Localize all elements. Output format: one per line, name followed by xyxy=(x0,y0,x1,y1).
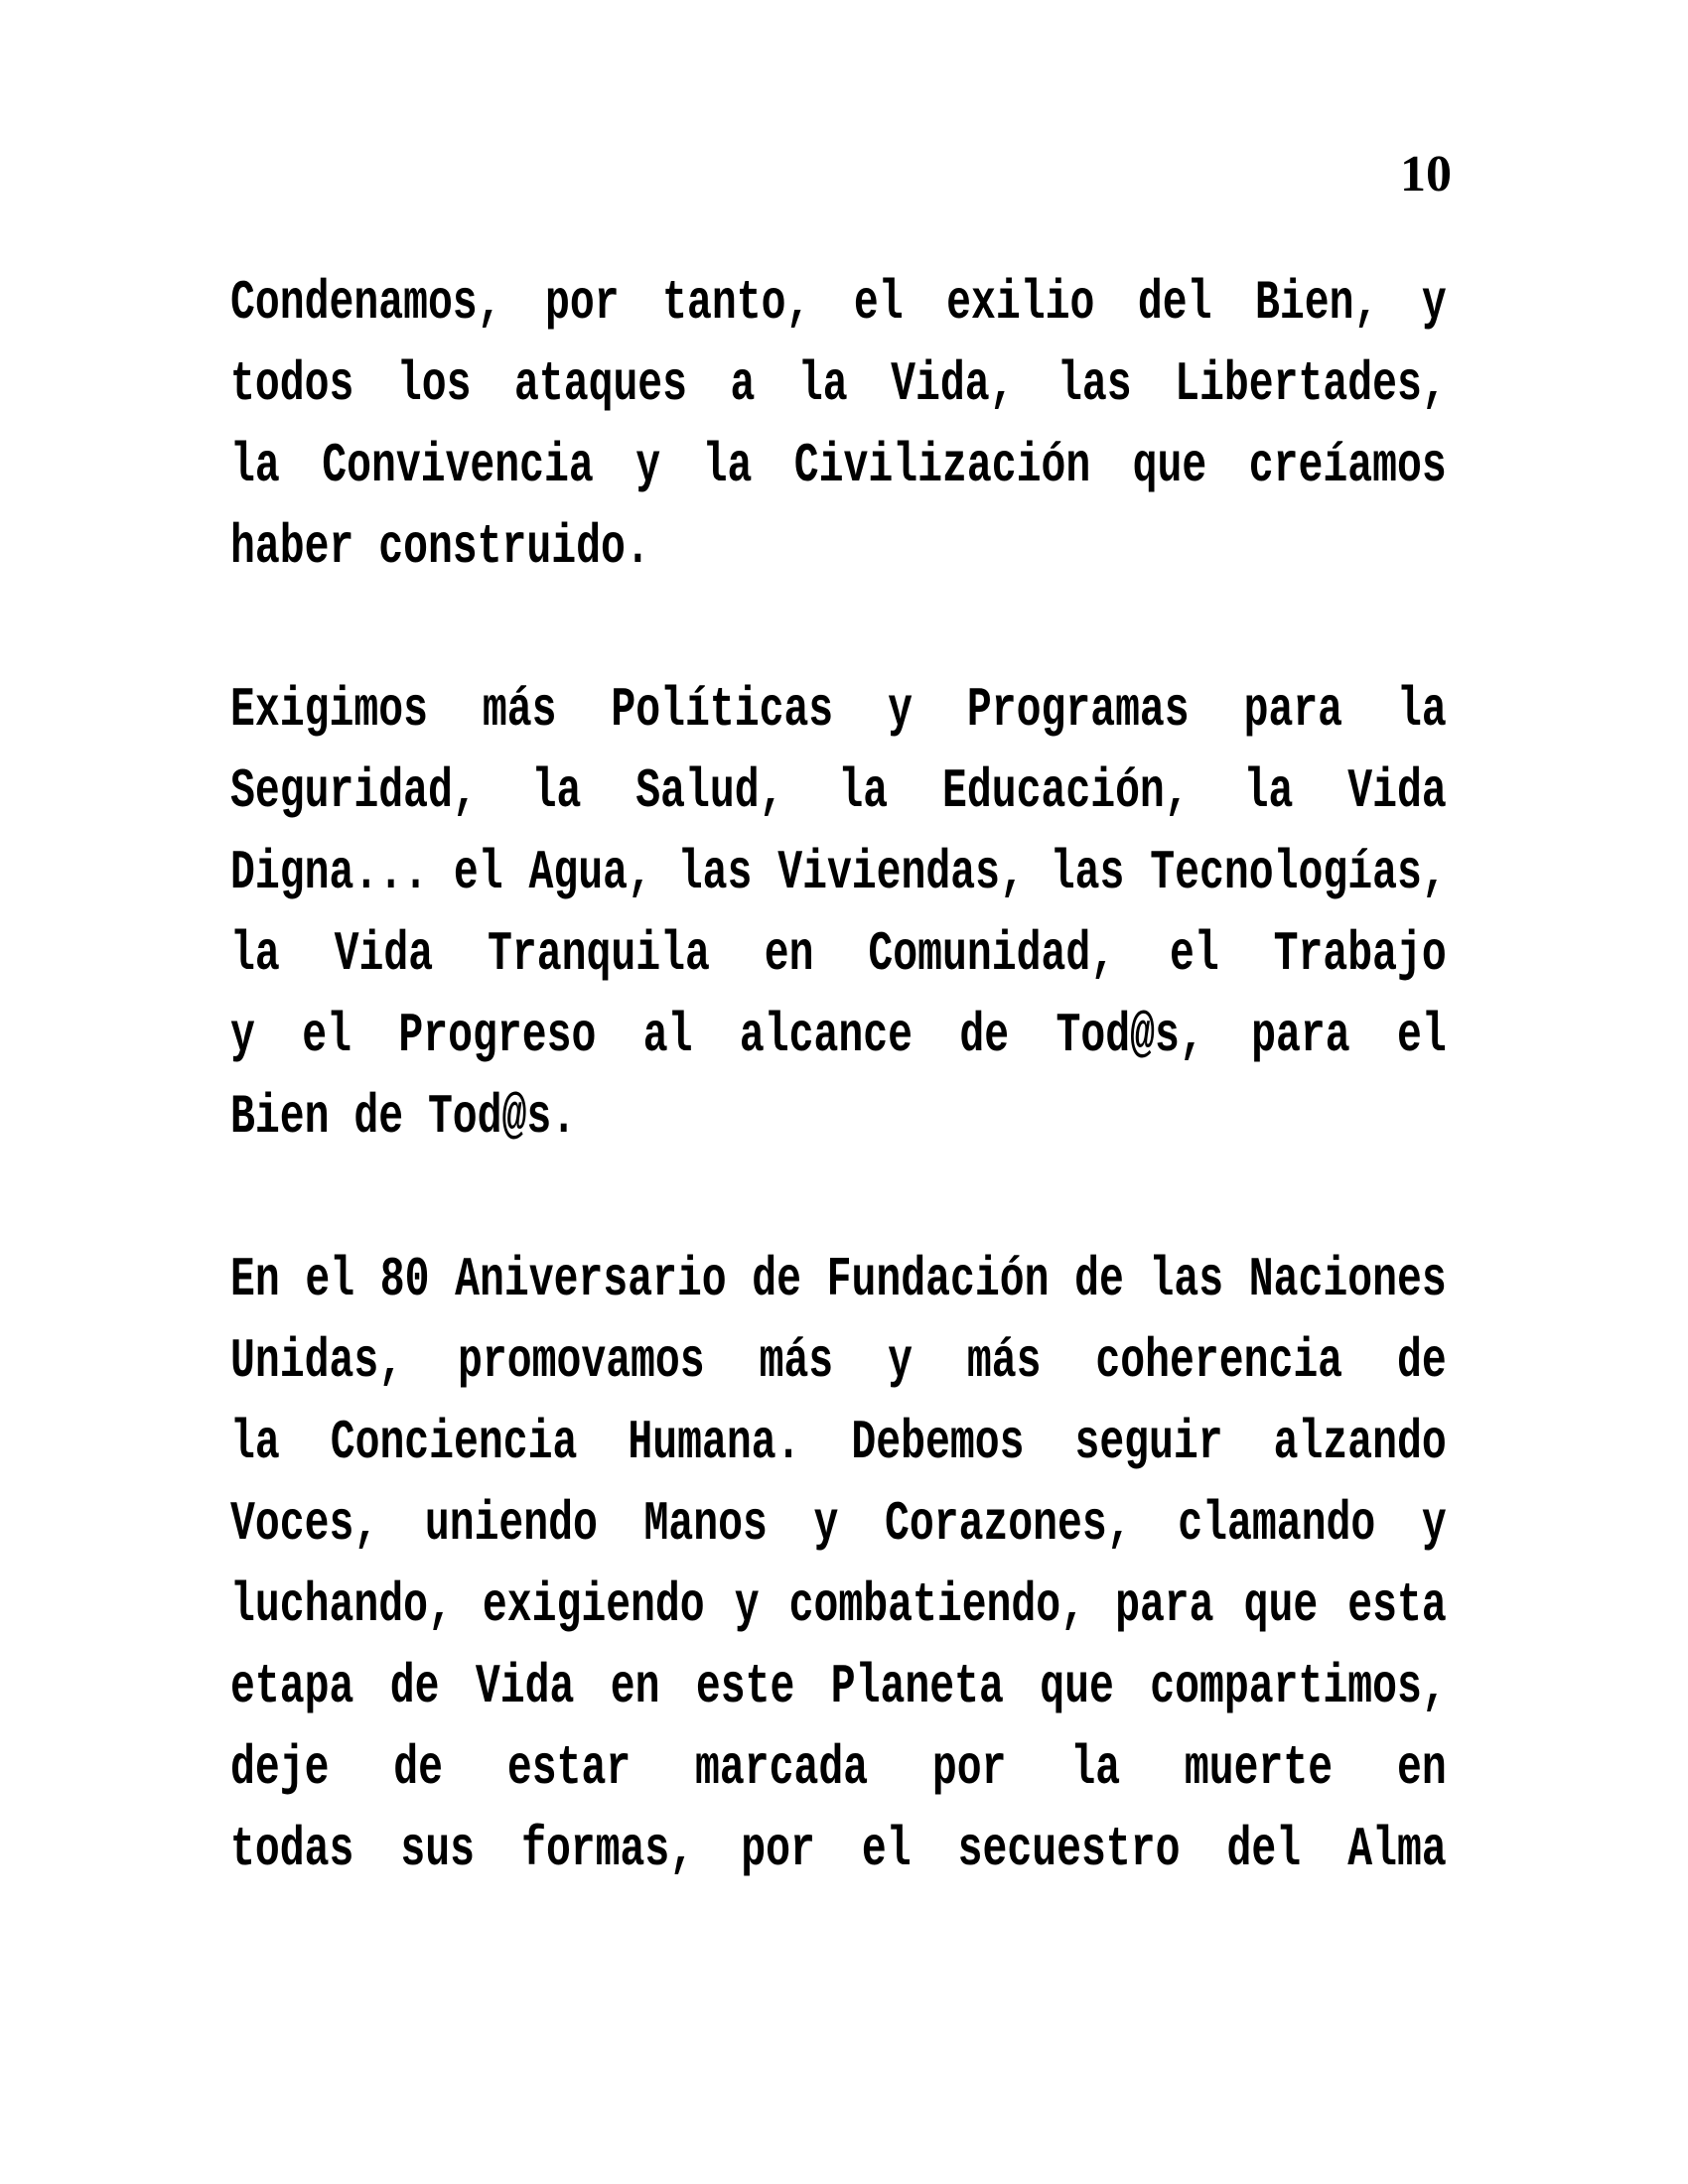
text-line: Seguridad, la Salud, la Educación, la Vida xyxy=(230,759,1447,823)
text-line: etapa de Vida en este Planeta que compartimos, xyxy=(230,1655,1447,1718)
text-line: la Convivencia y la Civilización que creíamos xyxy=(230,434,1447,497)
text-line: luchando, exigiendo y combatiendo, para que esta xyxy=(230,1573,1447,1637)
paragraph xyxy=(230,1239,1447,1890)
text-line: la Vida Tranquila en Comunidad, el Trabajo xyxy=(230,922,1447,986)
text-line: Voces, uniendo Manos y Corazones, clamando y xyxy=(230,1492,1447,1556)
text-line: Digna... el Agua, las Viviendas, las Tecnologías, xyxy=(230,841,1447,904)
paragraph xyxy=(230,262,1447,588)
text-line: haber construido. xyxy=(230,515,650,579)
paragraph xyxy=(230,669,1447,1158)
text-line: En el 80 Aniversario de Fundación de las Naciones xyxy=(230,1248,1447,1311)
text-line: Condenamos, por tanto, el exilio del Bien, y xyxy=(230,271,1447,335)
text-line: todas sus formas, por el secuestro del Alma xyxy=(230,1818,1447,1881)
text-line: Exigimos más Políticas y Programas para la xyxy=(230,678,1447,742)
text-line: y el Progreso al alcance de Tod@s, para el xyxy=(230,1004,1447,1067)
text-line: deje de estar marcada por la muerte en xyxy=(230,1736,1447,1800)
text-line: Bien de Tod@s. xyxy=(230,1085,577,1149)
text-line: la Conciencia Humana. Debemos seguir alzando xyxy=(230,1411,1447,1474)
text-line: Unidas, promovamos más y más coherencia de xyxy=(230,1329,1447,1393)
text-line: todos los ataques a la Vida, las Libertades, xyxy=(230,352,1447,416)
page-number: 10 xyxy=(1400,146,1452,203)
page-text xyxy=(230,262,1447,1890)
